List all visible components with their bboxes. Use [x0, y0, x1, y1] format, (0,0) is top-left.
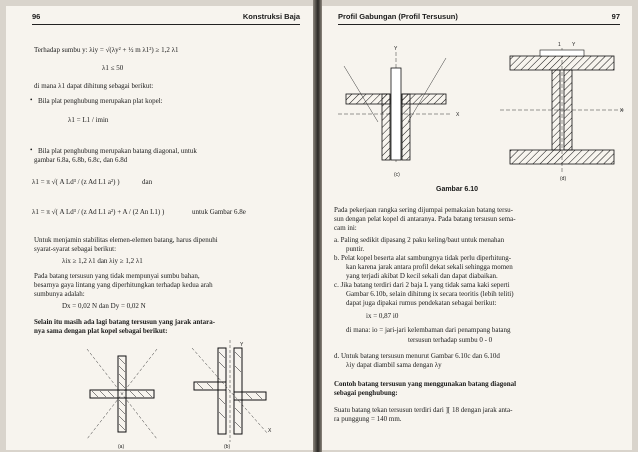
formula-sumbu-y: Terhadap sumbu y: λiy = √(λy² + ½ m λ1²) ≥ 1,2 λ1 — [34, 46, 179, 54]
text-a1: a. Paling sedikit dipasang 2 paku keling/baut untuk menahan — [334, 236, 505, 244]
formula-a: λ1 = π √( A Ld³ / (z Ad L1 a²) ) — [32, 178, 120, 186]
fig-c-label: (c) — [394, 172, 400, 178]
figure-caption: Gambar 6.10 — [436, 186, 479, 193]
fig-b-axis-y: Y — [240, 342, 244, 348]
fig-d-axis-y: Y — [572, 42, 576, 48]
bullet-mark: • — [30, 96, 33, 104]
book-gutter — [313, 0, 322, 452]
text-d1: d. Untuk batang tersusun menurut Gambar 6.10c dan 6.10d — [334, 352, 500, 360]
text-p2: sun dengan pelat kopel di antaranya. Pada batang tersusun sema- — [334, 215, 516, 223]
right-page — [322, 6, 632, 450]
formula-dx-dy: Dx = 0,02 N dan Dy = 0,02 N — [62, 302, 146, 310]
text-dan: dan — [142, 178, 153, 186]
fig-d-label: (d) — [560, 176, 567, 182]
page-number: 97 — [611, 12, 620, 21]
text-dimana2: tersusun terhadap sumbu 0 - 0 — [408, 336, 493, 344]
text-b3: yang terjadi akibat D kecil sekali dan dapat diabaikan. — [346, 272, 498, 280]
text-c1: c. Jika batang terdiri dari 2 baja L yang tidak sama kaki seperti — [334, 281, 510, 289]
running-title: Profil Gabungan (Profil Tersusun) — [338, 12, 458, 21]
figure-b-cross-section — [188, 338, 272, 444]
bold-heading2: sebagai penghubung: — [334, 389, 398, 397]
formula-b: λ1 = π √( A Ld³ / (z Ad L1 a²) + A / (2 An L1) ) — [32, 208, 165, 216]
text-d2: λiy dapat diambil sama dengan λy — [346, 361, 442, 369]
bold-heading2: nya sama dengan plat kopel sebagai berikut: — [34, 327, 168, 335]
text-gambar-6-8e: untuk Gambar 6.8e — [192, 208, 246, 216]
left-page-header — [32, 12, 300, 25]
text-c2: Gambar 6.10b, selain dihitung ix secara teoritis (lebih teliti) — [346, 290, 514, 298]
right-page-header — [338, 12, 620, 25]
fig-c-axis-x: X — [456, 112, 460, 118]
fig-d-axis-one: 1 — [558, 42, 561, 48]
figure-c-tee-section — [338, 44, 464, 164]
running-title: Konstruksi Baja — [242, 12, 300, 21]
text-a2: puntir. — [346, 245, 365, 253]
text-stab2: syarat-syarat sebagai berikut: — [34, 245, 117, 253]
text-stab1: Untuk menjamin stabilitas elemen-elemen batang, harus dipenuhi — [34, 236, 218, 244]
figure-d-ibeam-section — [500, 48, 624, 172]
formula-lambda1-kopel: λ1 = L1 / imin — [68, 116, 109, 124]
text-bullet2b: gambar 6.8a, 6.8b, 6.8c, dan 6.8d — [34, 156, 128, 164]
text-b2: kan karena jarak antara profil dekat sekali sehingga momen — [346, 263, 513, 271]
formula-ix: ix = 0,87 i0 — [366, 312, 399, 320]
text-p3: cam ini: — [334, 224, 357, 232]
text-dimana: di mana: io = jari-jari kelembaman dari penampang batang — [346, 326, 511, 334]
text-bullet1: Bila plat penghubung merupakan plat kopel: — [38, 97, 163, 105]
text-e2: ra punggung = 140 mm. — [334, 415, 402, 423]
text-lintang1: Pada batang tersusun yang tidak mempunyai sumbu bahan, — [34, 272, 200, 280]
text-bullet2a: Bila plat penghubung merupakan batang diagonal, untuk — [38, 147, 197, 155]
bold-heading1: Contoh batang tersusun yang menggunakan batang diagonal — [334, 380, 517, 388]
text-lintang2: besarnya gaya lintang yang diperhitungkan terhadap kedua arah — [34, 281, 213, 289]
fig-b-axis-x: X — [268, 428, 272, 434]
page-number: 96 — [32, 12, 41, 21]
text-b1: b. Pelat kopel beserta alat sambungnya tidak perlu diperhitung- — [334, 254, 512, 262]
formula-lambda-limit: λ1 ≤ 50 — [102, 64, 124, 72]
formula-stab: λix ≥ 1,2 λ1 dan λiy ≥ 1,2 λ1 — [62, 257, 143, 265]
text-e1: Suatu batang tekan tersusun terdiri dari ][ 18 dengan jarak anta- — [334, 406, 513, 414]
text-lintang3: sumbunya adalah: — [34, 290, 85, 298]
text-p1: Pada pekerjaan rangka sering dijumpai pemakaian batang tersu- — [334, 206, 514, 214]
bold-heading1: Selain itu masih ada lagi batang tersusun yang jarak antara- — [34, 318, 216, 326]
fig-b-label: (b) — [224, 444, 231, 450]
fig-c-axis-y: Y — [394, 46, 398, 52]
figure-a-cross-section — [82, 344, 162, 444]
fig-d-axis-x: X — [620, 108, 624, 114]
text-c3: dapat juga dipakai rumus pendekatan sebagai berikut: — [346, 299, 497, 307]
text-dimana: di mana λ1 dapat dihitung sebagai berikut: — [34, 82, 154, 90]
left-page — [6, 6, 313, 450]
bullet-mark: • — [30, 146, 33, 154]
fig-a-label: (a) — [118, 444, 125, 450]
